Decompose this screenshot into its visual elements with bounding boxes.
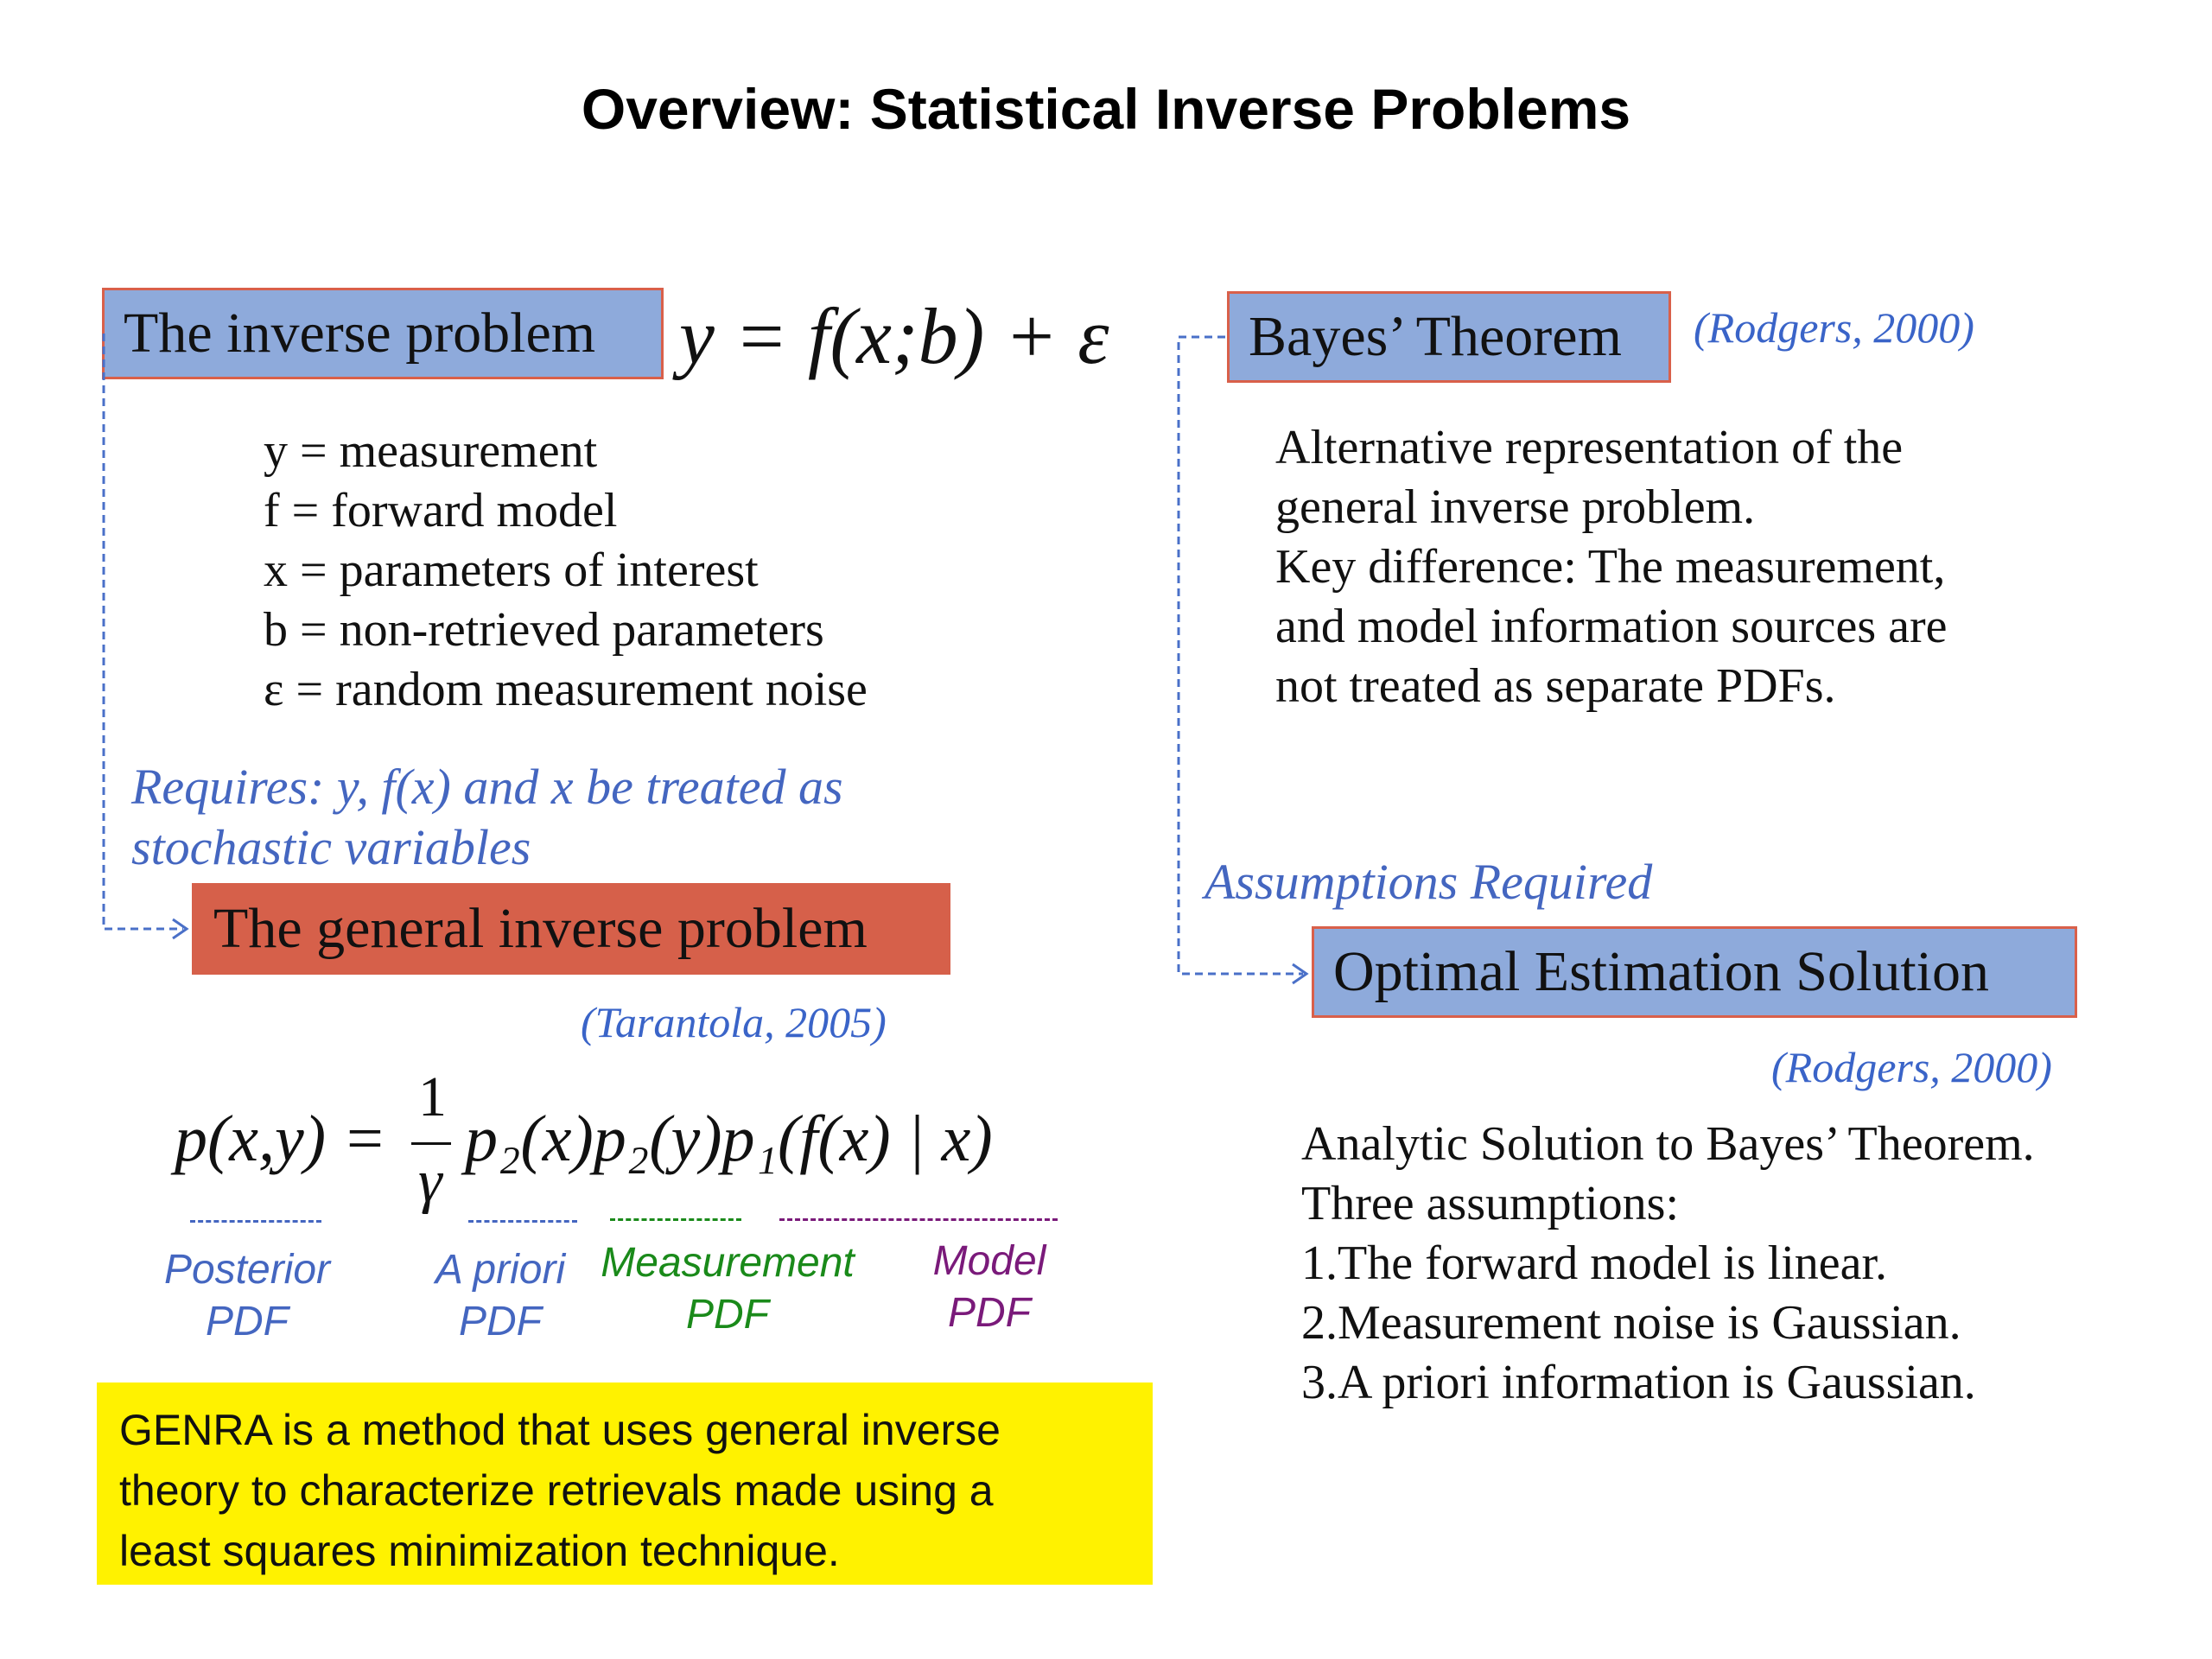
inverse-problem-equation: y = f(x;b) + ε <box>679 292 1109 380</box>
optimal-estimation-line: Three assumptions: <box>1301 1177 1680 1230</box>
pdf-label-line: Posterior <box>163 1247 331 1293</box>
genra-line: least squares minimization technique. <box>119 1527 840 1575</box>
bayes-label: Bayes’ Theorem <box>1249 305 1622 368</box>
bayes-citation: (Rodgers, 2000) <box>1694 303 1974 352</box>
pdf-label-line: Model <box>932 1238 1046 1284</box>
bayes-description-line: Alternative representation of the <box>1275 421 1904 474</box>
optimal-estimation-line: 3.A priori information is Gaussian. <box>1301 1356 1976 1409</box>
equation-numerator: 1 <box>418 1065 447 1128</box>
definition-item: ε = random measurement noise <box>264 663 868 716</box>
optimal-estimation-line: 2.Measurement noise is Gaussian. <box>1301 1296 1961 1350</box>
right-connector-line <box>1179 337 1303 974</box>
pdf-label-line: A priori <box>435 1247 566 1293</box>
definition-item: f = forward model <box>264 484 618 537</box>
bayes-description-line: Key difference: The measurement, <box>1275 540 1946 594</box>
general-equation-lhs: p(x,y) = <box>175 1103 387 1175</box>
general-equation-rhs: p₂(x)p₂(y)p₁(f(x) | x) <box>465 1103 993 1175</box>
pdf-label-line: Measurement <box>601 1240 855 1286</box>
requires-line: stochastic variables <box>131 819 531 875</box>
inverse-problem-label: The inverse problem <box>124 302 596 365</box>
bayes-description-line: not treated as separate PDFs. <box>1275 659 1836 713</box>
pdf-label-line: PDF <box>459 1299 542 1344</box>
genra-line: GENRA is a method that uses general inverse <box>119 1406 1001 1454</box>
definition-item: y = measurement <box>264 424 598 478</box>
optimal-estimation-label: Optimal Estimation Solution <box>1333 940 1989 1003</box>
tarantola-citation: (Tarantola, 2005) <box>581 998 887 1046</box>
definition-item: b = non-retrieved parameters <box>264 603 824 657</box>
assumptions-required-label: Assumptions Required <box>1205 854 1653 910</box>
requires-line: Requires: y, f(x) and x be treated as <box>131 759 843 815</box>
definition-item: x = parameters of interest <box>264 543 759 597</box>
equation-denominator: γ <box>418 1148 442 1215</box>
pdf-label-line: PDF <box>948 1290 1031 1336</box>
optimal-estimation-citation: (Rodgers, 2000) <box>1771 1043 2052 1091</box>
general-inverse-label: The general inverse problem <box>213 897 868 960</box>
genra-line: theory to characterize retrievals made using a <box>119 1466 994 1515</box>
left-connector-line <box>104 334 183 929</box>
bayes-description-line: general inverse problem. <box>1275 480 1756 534</box>
pdf-label-line: PDF <box>206 1299 289 1344</box>
bayes-description-line: and model information sources are <box>1275 600 1948 653</box>
optimal-estimation-line: Analytic Solution to Bayes’ Theorem. <box>1301 1117 2035 1171</box>
pdf-label-line: PDF <box>686 1292 769 1338</box>
optimal-estimation-line: 1.The forward model is linear. <box>1301 1236 1888 1290</box>
page-title: Overview: Statistical Inverse Problems <box>581 77 1631 141</box>
